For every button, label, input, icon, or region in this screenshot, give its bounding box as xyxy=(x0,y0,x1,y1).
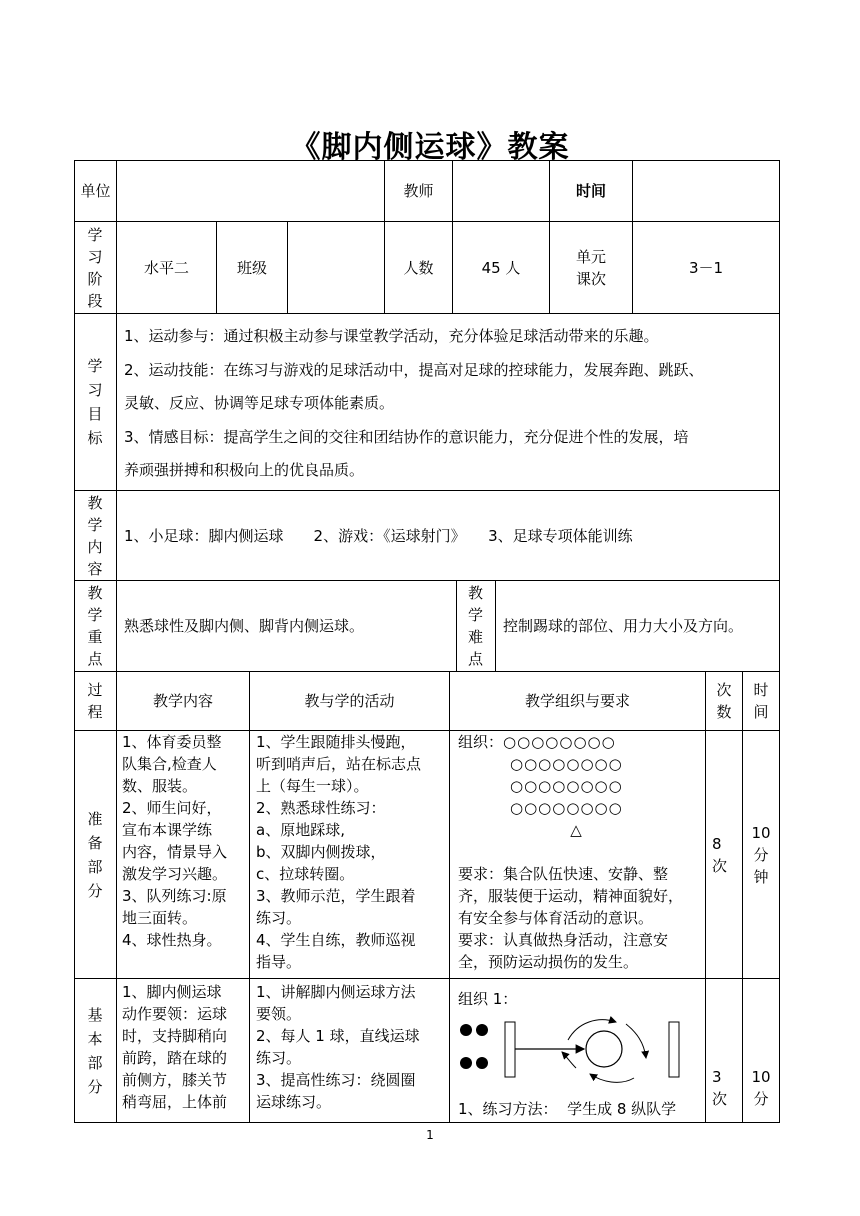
prep-requirement-line: 要求：集合队伍快速、安静、整 xyxy=(458,865,669,883)
content-label xyxy=(75,491,116,580)
basic-activity-line: 3、提高性练习：绕圆圈 xyxy=(256,1071,416,1089)
basic-content xyxy=(122,981,249,1121)
objectives-label-text: 学习目标 xyxy=(87,357,103,447)
start-marker-icon xyxy=(505,1022,515,1077)
prep-activity-line: 练习。 xyxy=(256,909,302,927)
prep-content-line: 1、体育委员整 xyxy=(122,733,222,751)
basic-activity-line: 2、每人 1 球，直线运球 xyxy=(256,1027,420,1045)
prep-activity-line: b、双脚内侧拨球， xyxy=(256,843,386,861)
prep-activity-line: 听到哨声后，站在标志点 xyxy=(256,755,422,773)
col-times xyxy=(706,672,742,730)
content-label-text: 教学内容 xyxy=(87,493,103,578)
stage-label xyxy=(75,222,116,313)
unit-label xyxy=(75,161,116,221)
focus-label xyxy=(75,581,116,671)
prep-times-unit: 次 xyxy=(712,856,728,875)
col-duration-line-1: 时 xyxy=(753,681,769,699)
prep-activity-line: 1、学生跟随排头慢跑， xyxy=(256,733,416,751)
teacher-label: 教师 xyxy=(403,182,434,200)
formation-row: ○○○○○○○○ xyxy=(510,777,623,795)
objective-line: 2、运动技能：在练习与游戏的足球活动中，提高对足球的控球能力，发展奔跑、跳跃、 xyxy=(124,360,704,379)
prep-content-line: 2、师生问好， xyxy=(122,799,222,817)
end-marker-icon xyxy=(669,1022,679,1077)
basic-content-line: 动作要领：运球 xyxy=(122,1005,228,1023)
basic-org-label: 组织 1： xyxy=(458,990,518,1008)
prep-requirement-line: 要求：认真做热身活动，注意安 xyxy=(458,931,669,949)
objective-line: 灵敏、反应、协调等足球专项体能素质。 xyxy=(124,394,395,412)
prep-content-line: 宣布本课学练 xyxy=(122,821,213,839)
basic-duration-unit: 分 xyxy=(753,1090,769,1108)
prep-requirement-line: 齐，服装便于运动，精神面貌好， xyxy=(458,887,684,905)
prep-duration xyxy=(743,731,779,978)
prep-content-line: 激发学习兴趣。 xyxy=(122,865,228,883)
unit-lesson-label-line-2: 课次 xyxy=(575,269,606,288)
basic-activity xyxy=(256,981,449,1121)
unit-lesson-value: 3－1 xyxy=(688,258,724,277)
prep-requirement-line: 全，预防运动损伤的发生。 xyxy=(458,953,639,971)
objectives-label xyxy=(75,314,116,490)
prep-label xyxy=(75,731,116,978)
prep-content-line: 数、服装。 xyxy=(122,777,198,795)
difficulty-label xyxy=(457,581,495,671)
prep-content-line: 4、球性热身。 xyxy=(122,931,222,949)
focus-text: 熟悉球性及脚内侧、脚背内侧运球。 xyxy=(124,617,365,635)
objectives-text xyxy=(124,320,776,488)
formation-row: ○○○○○○○○ xyxy=(503,733,616,751)
basic-content-line: 前侧方，膝关节 xyxy=(122,1071,228,1089)
prep-duration-unit-2: 钟 xyxy=(753,867,769,886)
prep-activity-line: 上（每生一球）。 xyxy=(256,777,369,795)
objective-line: 养顽强拼搏和积极向上的优良品质。 xyxy=(124,461,365,479)
prep-content xyxy=(122,731,249,978)
unit-lesson-label-line-1: 单元 xyxy=(575,247,606,266)
basic-duration xyxy=(743,1060,779,1116)
basic-activity-line: 运球练习。 xyxy=(256,1093,332,1111)
prep-requirement-line: 有安全参与体育活动的意识。 xyxy=(458,909,654,927)
teacher-triangle-icon: △ xyxy=(570,821,582,839)
basic-method: 1、练习方法： 学生成 8 纵队学 xyxy=(458,1100,677,1118)
col-duration xyxy=(743,672,779,730)
prep-content-line: 3、队列练习:原 xyxy=(122,887,227,905)
unit-lesson-label xyxy=(550,222,632,313)
count-value: 45 人 xyxy=(481,258,521,277)
prep-activity-line: 指导。 xyxy=(256,953,302,971)
difficulty-label-text: 教学难点 xyxy=(468,584,484,668)
basic-activity-line: 要领。 xyxy=(256,1005,302,1023)
prep-organization xyxy=(458,731,704,978)
class-label: 班级 xyxy=(236,258,267,277)
basic-times-value: 3 xyxy=(712,1068,722,1086)
basic-label-text: 基本部分 xyxy=(87,1005,103,1096)
player-dot-icon xyxy=(460,1057,472,1069)
content-text: 1、小足球：脚内侧运球 2、游戏：《运球射门》 3、足球专项体能训练 xyxy=(124,526,633,545)
basic-activity-line: 1、讲解脚内侧运球方法 xyxy=(256,983,416,1001)
curve-arrow-icon xyxy=(562,1052,576,1068)
basic-content-line: 1、脚内侧运球 xyxy=(122,983,222,1001)
page-number: 1 xyxy=(426,1128,434,1142)
prep-activity-line: a、原地踩球, xyxy=(256,821,345,839)
prep-activity xyxy=(256,731,449,978)
difficulty-text: 控制踢球的部位、用力大小及方向。 xyxy=(503,617,744,635)
col-process xyxy=(75,672,116,730)
prep-times xyxy=(706,731,742,978)
curve-arrow-icon xyxy=(568,1020,616,1040)
objective-line: 1、运动参与：通过积极主动参与课堂教学活动，充分体验足球活动带来的乐趣。 xyxy=(124,327,659,345)
cone-circle-icon xyxy=(586,1031,622,1067)
basic-content-line: 前跨，踏在球的 xyxy=(122,1049,228,1067)
objective-line: 3、情感目标：提高学生之间的交往和团结协作的意识能力，充分促进个性的发展，培 xyxy=(124,427,689,446)
formation-row: ○○○○○○○○ xyxy=(510,799,623,817)
basic-times-unit: 次 xyxy=(712,1090,728,1108)
col-duration-line-2: 间 xyxy=(753,703,769,721)
basic-duration-value: 10 xyxy=(751,1068,771,1086)
basic-content-line: 稍弯屈，上体前 xyxy=(122,1093,228,1111)
col-organization: 教学组织与要求 xyxy=(524,692,630,710)
curve-arrow-icon xyxy=(590,1074,634,1082)
org-label: 组织： xyxy=(458,733,504,751)
col-times-line-2: 数 xyxy=(716,703,732,721)
player-dot-icon xyxy=(476,1024,488,1036)
basic-times xyxy=(706,1060,742,1116)
dribble-drill-diagram xyxy=(450,1010,705,1100)
prep-content-line: 内容，情景导入 xyxy=(122,843,228,861)
basic-label xyxy=(75,979,116,1122)
prep-label-text: 准备部分 xyxy=(87,809,103,900)
col-content: 教学内容 xyxy=(152,692,213,710)
time-label: 时间 xyxy=(575,182,606,200)
stage-value: 水平二 xyxy=(143,258,189,277)
prep-duration-value: 10 xyxy=(751,823,771,842)
prep-content-line: 队集合,检查人 xyxy=(122,755,217,773)
curve-arrow-icon xyxy=(626,1024,646,1058)
document-title: 《脚内侧运球》教案 xyxy=(290,130,570,165)
focus-label-text: 教学重点 xyxy=(87,584,103,668)
prep-activity-line: c、拉球转圈。 xyxy=(256,865,355,883)
prep-activity-line: 2、熟悉球性练习： xyxy=(256,799,386,817)
formation-row: ○○○○○○○○ xyxy=(510,755,623,773)
unit-label-text: 单位 xyxy=(80,182,111,200)
player-dot-icon xyxy=(460,1024,472,1036)
prep-content-line: 地三面转。 xyxy=(122,909,198,927)
stage-label-text: 学习阶段 xyxy=(87,225,103,310)
col-times-line-1: 次 xyxy=(716,681,732,699)
prep-times-value: 8 xyxy=(712,834,722,853)
count-label: 人数 xyxy=(403,258,434,277)
prep-duration-unit-1: 分 xyxy=(753,845,769,864)
prep-activity-line: 3、教师示范，学生跟着 xyxy=(256,887,416,905)
prep-activity-line: 4、学生自练，教师巡视 xyxy=(256,931,416,949)
col-activity: 教与学的活动 xyxy=(304,692,395,710)
basic-content-line: 时，支持脚稍向 xyxy=(122,1027,228,1045)
col-process-text: 过程 xyxy=(87,681,103,721)
basic-activity-line: 练习。 xyxy=(256,1049,302,1067)
player-dot-icon xyxy=(476,1057,488,1069)
